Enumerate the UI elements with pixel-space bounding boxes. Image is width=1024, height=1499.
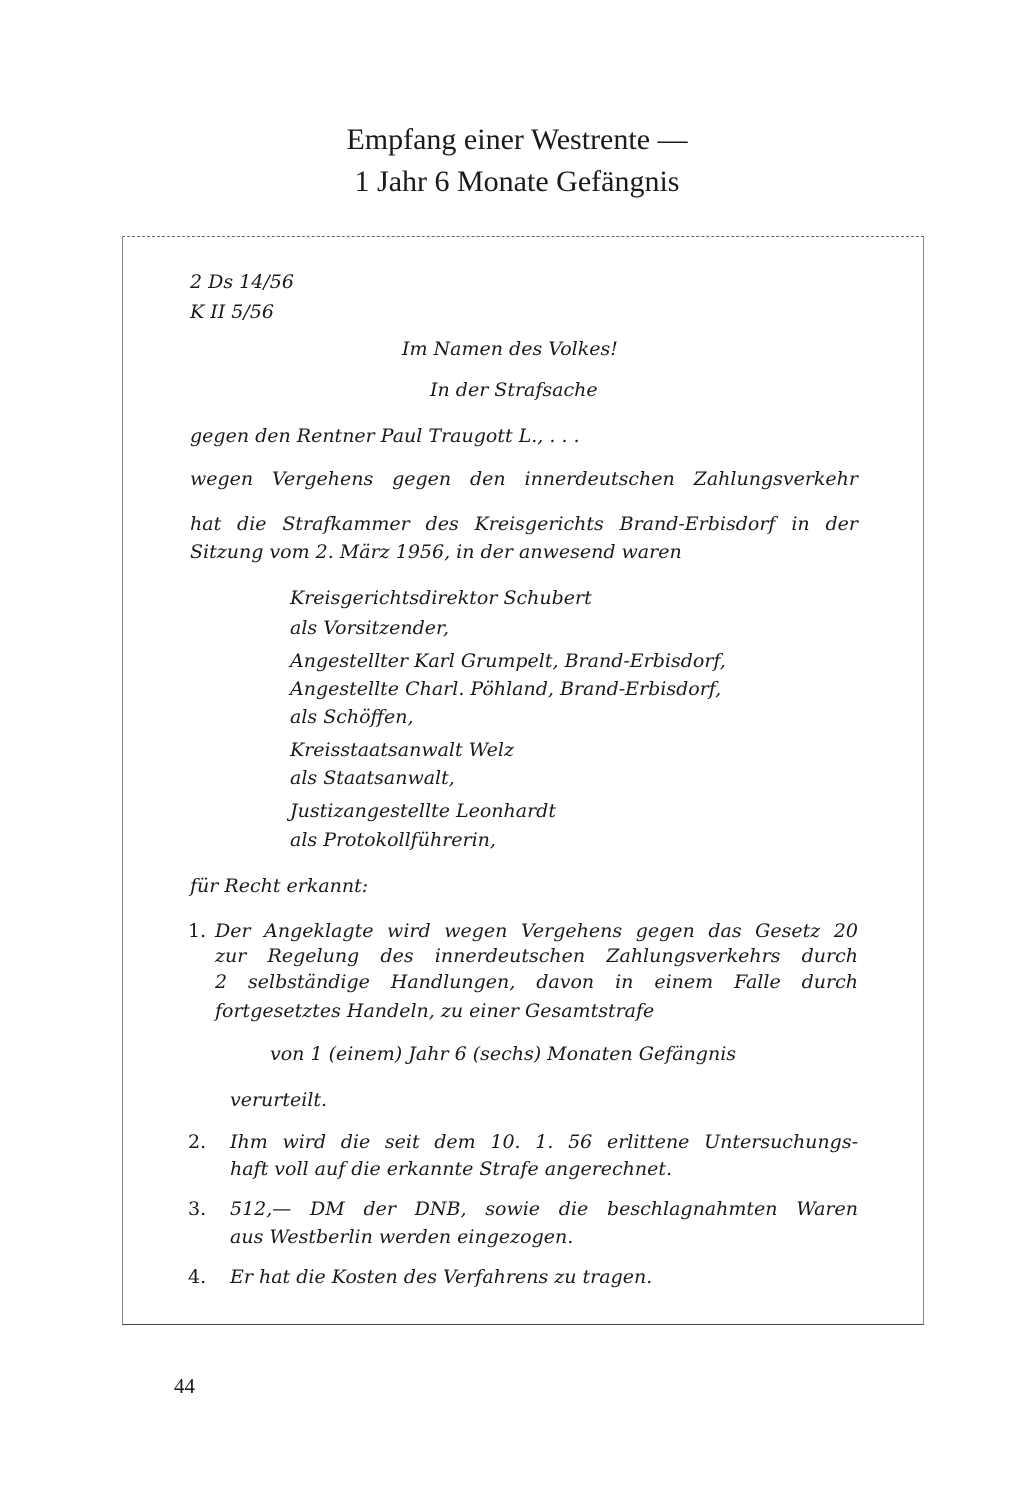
charge-line: wegen Vergehens gegen den innerdeutschen Zahlungsverkehr — [190, 468, 858, 490]
case-reference-2: K II 5/56 — [190, 301, 274, 323]
heading-line-1: Empfang einer Westrente — — [346, 123, 688, 156]
sentence-closing: verurteilt. — [230, 1089, 328, 1111]
participant-line: Justizangestellte Leonhardt — [290, 800, 556, 822]
verdict-intro: für Recht erkannt: — [190, 875, 369, 897]
item-number: 2. — [188, 1131, 207, 1153]
item-3-line: aus Westberlin werden eingezogen. — [230, 1226, 574, 1248]
participant-line: Kreisstaatsanwalt Welz — [290, 739, 514, 761]
item-number: 4. — [188, 1266, 207, 1288]
heading-line-2: 1 Jahr 6 Monate Gefängnis — [354, 165, 680, 198]
court-line-2: Sitzung vom 2. März 1956, in der anwesend waren — [190, 541, 682, 563]
item-number: 1. — [188, 920, 207, 942]
item-3-line: 512,— DM der DNB, sowie die beschlagnahmten Waren — [230, 1198, 858, 1220]
item-2-line: haft voll auf die erkannte Strafe angerechnet. — [230, 1158, 673, 1180]
sentence-line: von 1 (einem) Jahr 6 (sechs) Monaten Gefängnis — [270, 1043, 737, 1065]
defendant-line: gegen den Rentner Paul Traugott L., . . . — [190, 425, 580, 447]
page-number: 44 — [174, 1374, 195, 1398]
participant-line: als Protokollführerin, — [290, 829, 496, 851]
item-1-line: 2 selbständige Handlungen, davon in einem Falle durch — [215, 971, 858, 993]
item-1-line: zur Regelung des innerdeutschen Zahlungsverkehrs durch — [215, 945, 858, 967]
participant-line: Angestellter Karl Grumpelt, Brand-Erbisdorf, — [290, 650, 726, 672]
item-number: 3. — [188, 1198, 207, 1220]
item-2-line: Ihm wird die seit dem 10. 1. 56 erlittene Untersuchungs- — [230, 1131, 858, 1153]
participant-line: als Schöffen, — [290, 706, 414, 728]
participant-line: Angestellte Charl. Pöhland, Brand-Erbisdorf, — [290, 678, 722, 700]
case-reference-1: 2 Ds 14/56 — [190, 271, 294, 293]
case-intro: In der Strafsache — [430, 379, 598, 401]
participant-line: Kreisgerichtsdirektor Schubert — [290, 587, 592, 609]
item-4-line: Er hat die Kosten des Verfahrens zu tragen. — [230, 1266, 653, 1288]
item-1-line: fortgesetztes Handeln, zu einer Gesamtstrafe — [215, 1000, 655, 1022]
participant-line: als Staatsanwalt, — [290, 767, 455, 789]
invocation: Im Namen des Volkes! — [402, 338, 618, 360]
court-line-1: hat die Strafkammer des Kreisgerichts Brand-Erbisdorf in der — [190, 513, 858, 535]
participant-line: als Vorsitzender, — [290, 617, 450, 639]
item-1-line: Der Angeklagte wird wegen Vergehens gegen das Gesetz 20 — [215, 920, 858, 942]
